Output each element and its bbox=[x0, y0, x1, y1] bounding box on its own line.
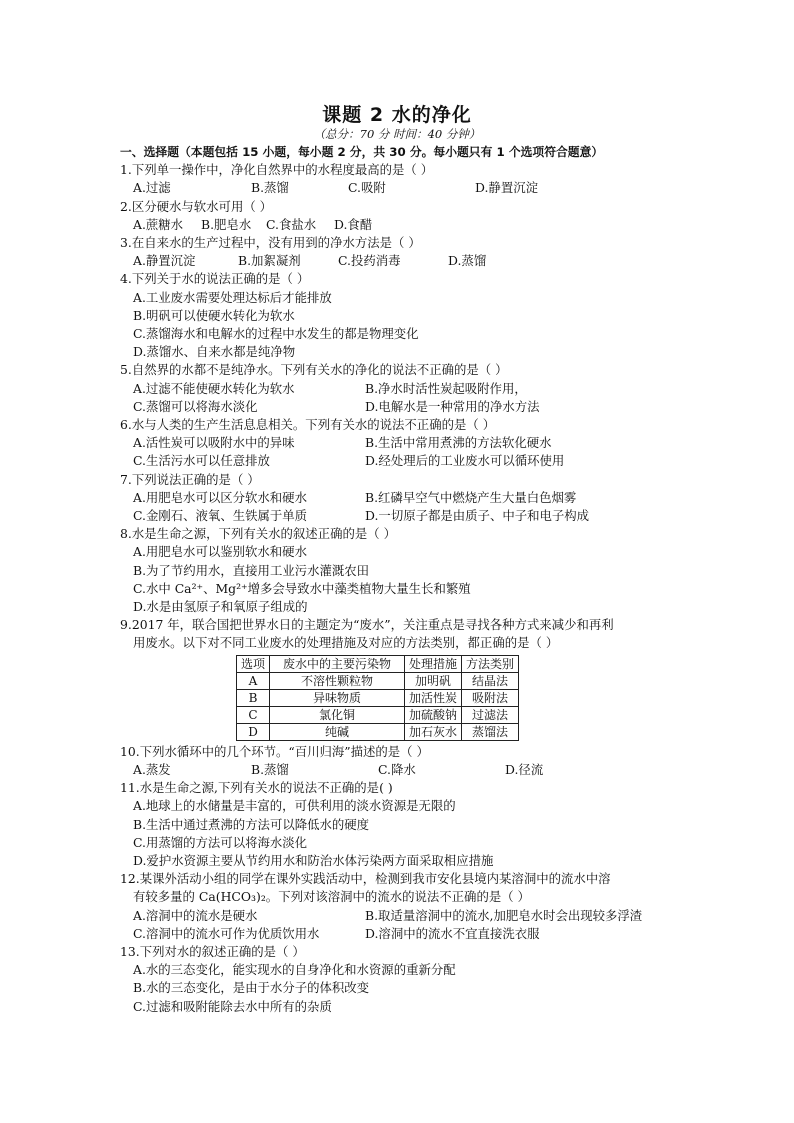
table-cell: 蒸馏法 bbox=[462, 723, 519, 740]
option-d: D.静置沉淀 bbox=[475, 180, 538, 196]
options-row bbox=[120, 434, 680, 452]
option-a: A.溶洞中的流水是硬水 bbox=[133, 907, 258, 923]
question-1 bbox=[120, 161, 680, 197]
option-b: B.加絮凝剂 bbox=[238, 253, 301, 269]
table-header-row bbox=[237, 655, 519, 672]
table-cell: 加活性炭 bbox=[405, 689, 462, 706]
question-11 bbox=[120, 779, 680, 870]
option-d: D.溶洞中的流水不宜直接洗衣服 bbox=[365, 925, 540, 941]
option-b: B.净水时活性炭起吸附作用， bbox=[365, 380, 527, 396]
option-a: A.工业废水需要处理达标后才能排放 bbox=[133, 289, 332, 305]
table-cell: 纯碱 bbox=[270, 723, 405, 740]
table-header-cell: 处理措施 bbox=[405, 655, 462, 672]
option-b: B.明矾可以使硬水转化为软水 bbox=[133, 307, 295, 323]
options-row bbox=[120, 216, 680, 234]
question-13 bbox=[120, 943, 680, 1016]
option-a: A.用肥皂水可以区分软水和硬水 bbox=[133, 489, 307, 505]
table-cell: C bbox=[237, 706, 270, 723]
table-row bbox=[237, 672, 519, 689]
question-stem-line1: 12.某课外活动小组的同学在课外实践活动中，检测到我市安化县境内某溶洞中的流水中溶 bbox=[120, 871, 611, 887]
question-stem: 8.水是生命之源，下列有关水的叙述正确的是（ ） bbox=[120, 526, 396, 542]
table-cell: 加硫酸钠 bbox=[405, 706, 462, 723]
question-stem: 11.水是生命之源,下列有关水的说法不正确的是( ) bbox=[120, 780, 393, 796]
option-c: C.生活污水可以任意排放 bbox=[133, 453, 270, 469]
option-d: D.食醋 bbox=[334, 216, 373, 232]
table-cell: 吸附法 bbox=[462, 689, 519, 706]
question-stem: 7.下列说法正确的是（ ） bbox=[120, 471, 260, 487]
option-a: A.蒸发 bbox=[133, 761, 171, 777]
option-d: D.水是由氢原子和氧原子组成的 bbox=[133, 599, 308, 615]
option-d: D.经处理后的工业废水可以循环使用 bbox=[365, 453, 565, 469]
table-header-cell: 方法类别 bbox=[462, 655, 519, 672]
question-stem-line1: 9.2017 年，联合国把世界水日的主题定为“废水”，关注重点是寻找各种方式来减少和再利 bbox=[120, 617, 614, 633]
option-c: C.溶洞中的流水可作为优质饮用水 bbox=[133, 925, 320, 941]
option-c: C.过滤和吸附能除去水中所有的杂质 bbox=[133, 998, 332, 1014]
options-row bbox=[120, 452, 680, 470]
option-d: D.径流 bbox=[505, 761, 544, 777]
question-5 bbox=[120, 361, 680, 416]
table-row bbox=[237, 689, 519, 706]
question-stem: 13.下列对水的叙述正确的是（ ） bbox=[120, 943, 305, 959]
table-row bbox=[237, 706, 519, 723]
table-cell: 过滤法 bbox=[462, 706, 519, 723]
option-d: D.电解水是一种常用的净水方法 bbox=[365, 398, 540, 414]
exam-info: （总分：70 分 时间：40 分钟） bbox=[313, 127, 481, 141]
option-a: A.蔗糖水 bbox=[133, 216, 184, 232]
option-b: B.红磷早空气中燃烧产生大量白色烟雾 bbox=[365, 489, 577, 505]
table-row bbox=[237, 723, 519, 740]
question-stem: 5.自然界的水都不是纯净水。下列有关水的净化的说法不正确的是（ ） bbox=[120, 362, 508, 378]
option-c: C.用蒸馏的方法可以将海水淡化 bbox=[133, 834, 308, 850]
question-stem: 2.区分硬水与软水可用（ ） bbox=[120, 198, 273, 214]
option-a: A.静置沉淀 bbox=[133, 253, 196, 269]
option-a: A.水的三态变化，能实现水的自身净化和水资源的重新分配 bbox=[133, 962, 456, 978]
option-c: C.投药消毒 bbox=[338, 253, 401, 269]
question-stem: 10.下列水循环中的几个环节。“百川归海”描述的是（ ） bbox=[120, 743, 429, 759]
question-2 bbox=[120, 198, 680, 234]
table-cell: 氯化铜 bbox=[270, 706, 405, 723]
option-c: C.降水 bbox=[378, 761, 416, 777]
option-d: D.蒸馏水、自来水都是纯净物 bbox=[133, 344, 296, 360]
table-cell: 加石灰水 bbox=[405, 723, 462, 740]
question-6 bbox=[120, 416, 680, 471]
question-9 bbox=[120, 616, 680, 740]
table-cell: D bbox=[237, 723, 270, 740]
table-cell: 异味物质 bbox=[270, 689, 405, 706]
table-cell: 加明矾 bbox=[405, 672, 462, 689]
option-c: C.食盐水 bbox=[266, 216, 317, 232]
option-a: A.过滤不能使硬水转化为软水 bbox=[133, 380, 295, 396]
question-10 bbox=[120, 743, 680, 779]
option-d: D.蒸馏 bbox=[448, 253, 487, 269]
question-stem: 3.在自来水的生产过程中，没有用到的净水方法是（ ） bbox=[120, 235, 421, 251]
options-row bbox=[120, 925, 680, 943]
option-a: A.地球上的水储量是丰富的，可供利用的淡水资源是无限的 bbox=[133, 798, 456, 814]
option-b: B.肥皂水 bbox=[201, 216, 252, 232]
option-b: B.水的三态变化，是由于水分子的体积改变 bbox=[133, 980, 370, 996]
table-header-cell: 废水中的主要污染物 bbox=[270, 655, 405, 672]
options-row bbox=[120, 761, 680, 779]
option-a: A.用肥皂水可以鉴别软水和硬水 bbox=[133, 544, 307, 560]
table-cell: B bbox=[237, 689, 270, 706]
option-c: C.蒸馏海水和电解水的过程中水发生的都是物理变化 bbox=[133, 326, 419, 342]
table-cell: 结晶法 bbox=[462, 672, 519, 689]
question-stem: 4.下列关于水的说法正确的是（ ） bbox=[120, 271, 310, 287]
question-stem: 6.水与人类的生产生活息息相关。下列有关水的说法不正确的是（ ） bbox=[120, 417, 496, 433]
question-stem: 1.下列单一操作中，净化自然界中的水程度最高的是（ ） bbox=[120, 162, 434, 178]
option-c: C.金刚石、液氧、生铁属于单质 bbox=[133, 508, 308, 524]
options-row bbox=[120, 398, 680, 416]
table-header-cell: 选项 bbox=[237, 655, 270, 672]
options-row bbox=[120, 252, 680, 270]
option-c: C.吸附 bbox=[348, 180, 386, 196]
option-d: D.爱护水资源主要从节约用水和防治水体污染两方面采取相应措施 bbox=[133, 852, 494, 868]
option-b: B.蒸馏 bbox=[251, 761, 289, 777]
question-stem-line2: 用废水。以下对不同工业废水的处理措施及对应的方法类别，都正确的是（ ） bbox=[133, 635, 559, 651]
option-d: D.一切原子都是由质子、中子和电子构成 bbox=[365, 508, 590, 524]
options-row bbox=[120, 489, 680, 507]
question-4 bbox=[120, 270, 680, 361]
option-b: B.生活中常用煮沸的方法软化硬水 bbox=[365, 435, 552, 451]
table-cell: 不溶性颗粒物 bbox=[270, 672, 405, 689]
option-c: C.蒸馏可以将海水淡化 bbox=[133, 398, 258, 414]
option-b: B.取适量溶洞中的流水,加肥皂水时会出现较多浮渣 bbox=[365, 907, 643, 923]
question-9-table bbox=[236, 655, 519, 741]
options-row bbox=[120, 507, 680, 525]
question-12 bbox=[120, 870, 680, 943]
question-8 bbox=[120, 525, 680, 616]
page-title: 课题 2 水的净化 bbox=[322, 104, 472, 126]
options-row bbox=[120, 179, 680, 197]
question-stem-line2: 有较多量的 Ca(HCO₃)₂。下列对该溶洞中的流水的说法不正确的是（ ） bbox=[133, 889, 530, 905]
option-b: B.蒸馏 bbox=[251, 180, 289, 196]
table-cell: A bbox=[237, 672, 270, 689]
options-row bbox=[120, 907, 680, 925]
question-list bbox=[120, 143, 680, 1016]
option-b: B.为了节约用水，直接用工业污水灌溉农田 bbox=[133, 562, 370, 578]
option-b: B.生活中通过煮沸的方法可以降低水的硬度 bbox=[133, 816, 370, 832]
question-7 bbox=[120, 471, 680, 526]
section-heading: 一、选择题（本题包括 15 小题，每小题 2 分，共 30 分。每小题只有 1 个选项符合题意） bbox=[120, 145, 604, 159]
option-a: A.活性炭可以吸附水中的异味 bbox=[133, 435, 295, 451]
question-3 bbox=[120, 234, 680, 270]
option-c: C.水中 Ca²⁺、Mg²⁺增多会导致水中藻类植物大量生长和繁殖 bbox=[133, 580, 471, 596]
options-row bbox=[120, 380, 680, 398]
option-a: A.过滤 bbox=[133, 180, 171, 196]
